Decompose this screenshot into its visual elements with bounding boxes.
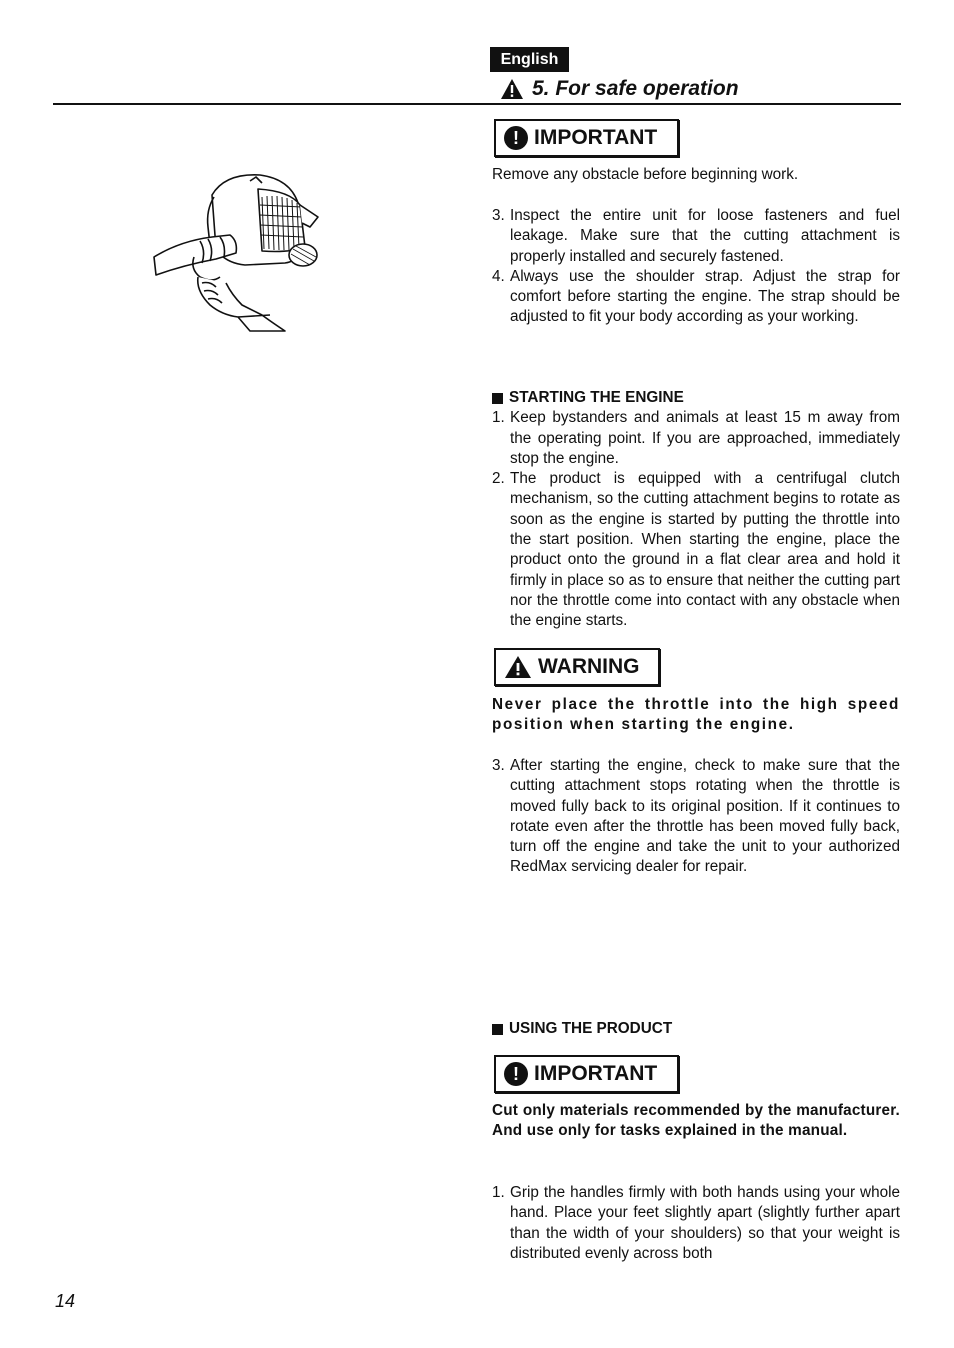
section-title-text: 5. For safe operation xyxy=(532,77,739,100)
warning-box xyxy=(494,648,660,686)
grip-block xyxy=(492,1183,900,1264)
list-item xyxy=(492,1183,900,1264)
important-label: IMPORTANT xyxy=(534,1062,658,1085)
list-item xyxy=(492,469,900,631)
list-item-number: 1. xyxy=(492,409,505,427)
intro-text: Remove any obstacle before beginning work. xyxy=(492,166,799,183)
square-bullet-icon xyxy=(492,1024,503,1035)
important-box-1 xyxy=(494,119,679,157)
warning-text-block xyxy=(492,695,900,736)
page-number: 14 xyxy=(55,1291,76,1311)
starting-section xyxy=(492,388,900,632)
list-item-number: 2. xyxy=(492,470,505,488)
exclamation-icon: ! xyxy=(504,126,528,150)
starting-heading-text: STARTING THE ENGINE xyxy=(509,389,684,406)
list-item-text: After starting the engine, check to make sure that the cutting attachment stops rotating when the throttle is moved fully back to its original position. If it continues to rotate even after the throttle has been moved fully back, turn off the engine and take the unit to your authorized RedMax servicing dealer for repair. xyxy=(510,757,900,876)
using-heading-block xyxy=(492,1019,900,1039)
header-rule xyxy=(53,103,901,105)
list-item xyxy=(492,756,900,878)
list-item-text: Keep bystanders and animals at least 15 m away from the operating point. If you are approached, immediately stop the engine. xyxy=(510,409,900,467)
exclamation-icon: ! xyxy=(504,1062,528,1086)
using-important-block xyxy=(492,1101,900,1142)
using-heading-text: USING THE PRODUCT xyxy=(509,1020,673,1037)
list-item-text: Inspect the entire unit for loose fasteners and fuel leakage. Make sure that the cutting attachment is properly installed and securely fastened. xyxy=(510,207,900,265)
list-item xyxy=(492,267,900,328)
starting-heading xyxy=(492,388,900,408)
list-item-number: 1. xyxy=(492,1184,505,1201)
language-tab: English xyxy=(490,47,569,72)
list-item xyxy=(492,408,900,469)
warning-triangle-icon xyxy=(504,655,532,679)
after-start-block xyxy=(492,756,900,878)
important-label: IMPORTANT xyxy=(534,126,658,149)
engine-start-illustration xyxy=(150,165,325,335)
warning-triangle-icon xyxy=(500,78,524,100)
inspection-list xyxy=(492,206,900,328)
list-item xyxy=(492,206,900,267)
intro-block xyxy=(492,165,900,185)
using-important-text: Cut only materials recommended by the manufacturer. And use only for tasks explained in the manual. xyxy=(492,1102,900,1140)
list-item-text: Grip the handles firmly with both hands using your whole hand. Place your feet slightly apart (slightly further apart than the width of your shoulders) so that your weight is distributed evenly across both xyxy=(510,1184,900,1262)
important-box-2 xyxy=(494,1055,679,1093)
using-heading xyxy=(492,1019,900,1039)
list-item-text: The product is equipped with a centrifugal clutch mechanism, so the cutting attachment begins to rotate as soon as the engine is started by putting the throttle into the start position. When starting the engine, place the product onto the ground in a flat clear area and hold it firmly in place so as to ensure that neither the cutting part nor the throttle come into contact with any obstacle when the engine starts. xyxy=(510,470,900,630)
square-bullet-icon xyxy=(492,393,503,404)
section-title xyxy=(500,74,739,104)
list-item-number: 4. xyxy=(492,267,505,285)
list-item-number: 3. xyxy=(492,207,505,224)
warning-text: Never place the throttle into the high speed position when starting the engine. xyxy=(492,696,900,734)
list-item-text: Always use the shoulder strap. Adjust the strap for comfort before starting the engine. The strap should be adjusted to fit your body according as your working. xyxy=(510,267,900,326)
warning-label: WARNING xyxy=(538,655,640,678)
list-item-number: 3. xyxy=(492,757,505,774)
